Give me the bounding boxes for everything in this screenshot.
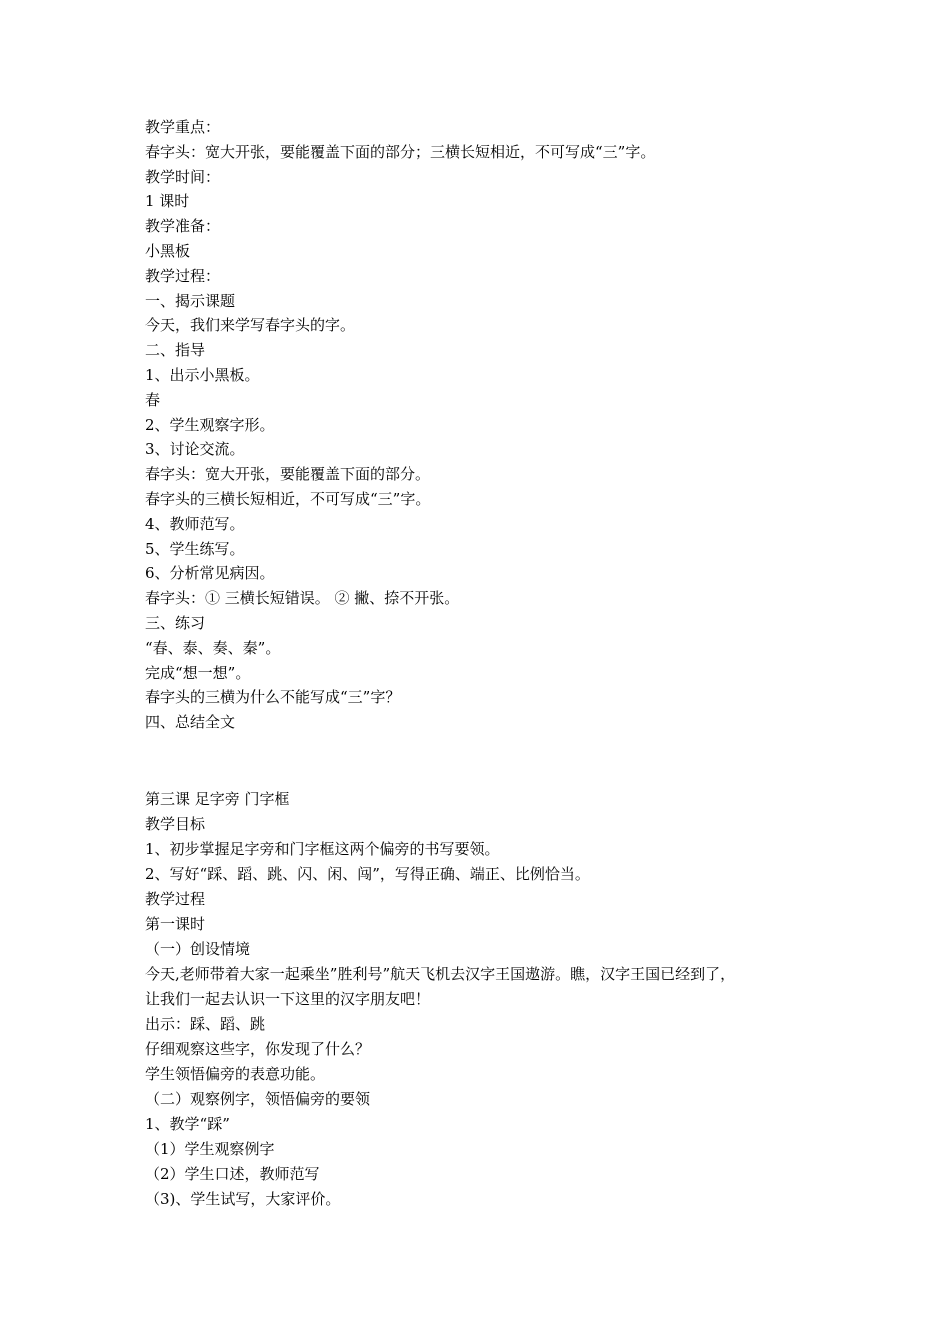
lesson-plan-section-2 [145,787,845,1212]
text-line: 3、讨论交流。 [145,440,245,459]
text-line: 一、揭示课题 [145,291,236,310]
text-line: “春、泰、奏、秦”。 [145,638,281,657]
text-line: 春 [145,390,161,409]
text-line: 春字头：宽大开张，要能覆盖下面的部分。 [145,465,431,484]
text-line: 1 课时 [145,192,190,211]
heading-teaching-time: 教学时间： [145,167,221,186]
text-line: 2、写好“踩、蹈、跳、闪、闲、闯”，写得正确、端正、比例恰当。 [145,865,590,883]
text-line: 小黑板 [145,241,191,260]
text-line: 仔细观察这些字，你发现了什么？ [145,1040,371,1058]
text-line: 第一课时 [145,915,206,933]
heading-teaching-focus: 教学重点： [145,118,221,136]
text-line: 5、学生练写。 [145,539,245,558]
text-line: （一）创设情境 [145,940,251,958]
text-line: 二、指导 [145,341,206,360]
text-line: 1、教学“踩” [145,1115,230,1133]
text-line: 春字头的三横长短相近，不可写成“三”字。 [145,489,431,508]
text-line: 1、初步掌握足字旁和门字框这两个偏旁的书写要领。 [145,840,500,858]
text-line: 四、总结全文 [145,713,236,732]
text-line: 出示：踩、蹈、跳 [145,1015,266,1033]
text-line: 让我们一起去认识一下这里的汉字朋友吧！ [145,990,431,1008]
text-line: 学生领悟偏旁的表意功能。 [145,1065,326,1083]
lesson-title: 第三课 足字旁 门字框 [145,790,290,808]
text-line: 三、练习 [145,613,206,632]
text-line: （1）学生观察例字 [145,1140,275,1158]
text-line: 1、出示小黑板。 [145,365,260,384]
text-line: （二）观察例字，领悟偏旁的要领 [145,1090,371,1108]
heading-teaching-goals: 教学目标 [145,815,206,833]
heading-teaching-prep: 教学准备： [145,217,221,236]
text-line: 2、学生观察字形。 [145,415,275,434]
text-line: 春字头的三横为什么不能写成“三”字？ [145,688,401,707]
heading-teaching-process: 教学过程： [145,266,221,285]
text-line: 春字头：① 三横长短错误。 ② 撇、捺不开张。 [145,589,460,608]
heading-teaching-process: 教学过程 [145,890,206,908]
lesson-plan-section-1 [145,115,845,735]
text-line: 今天，我们来学写春字头的字。 [145,316,356,335]
text-line: 6、分析常见病因。 [145,564,275,583]
text-line: 4、教师范写。 [145,514,245,533]
text-line: （3)、学生试写，大家评价。 [145,1190,341,1208]
text-line: 今天,老师带着大家一起乘坐”胜利号”航天飞机去汉字王国遨游。瞧，汉字王国已经到了， [145,965,736,983]
text-line: 完成“想一想”。 [145,663,251,682]
text-line: 春字头：宽大开张，要能覆盖下面的部分；三横长短相近，不可写成“三”字。 [145,142,656,161]
text-line: （2）学生口述，教师范写 [145,1165,320,1183]
